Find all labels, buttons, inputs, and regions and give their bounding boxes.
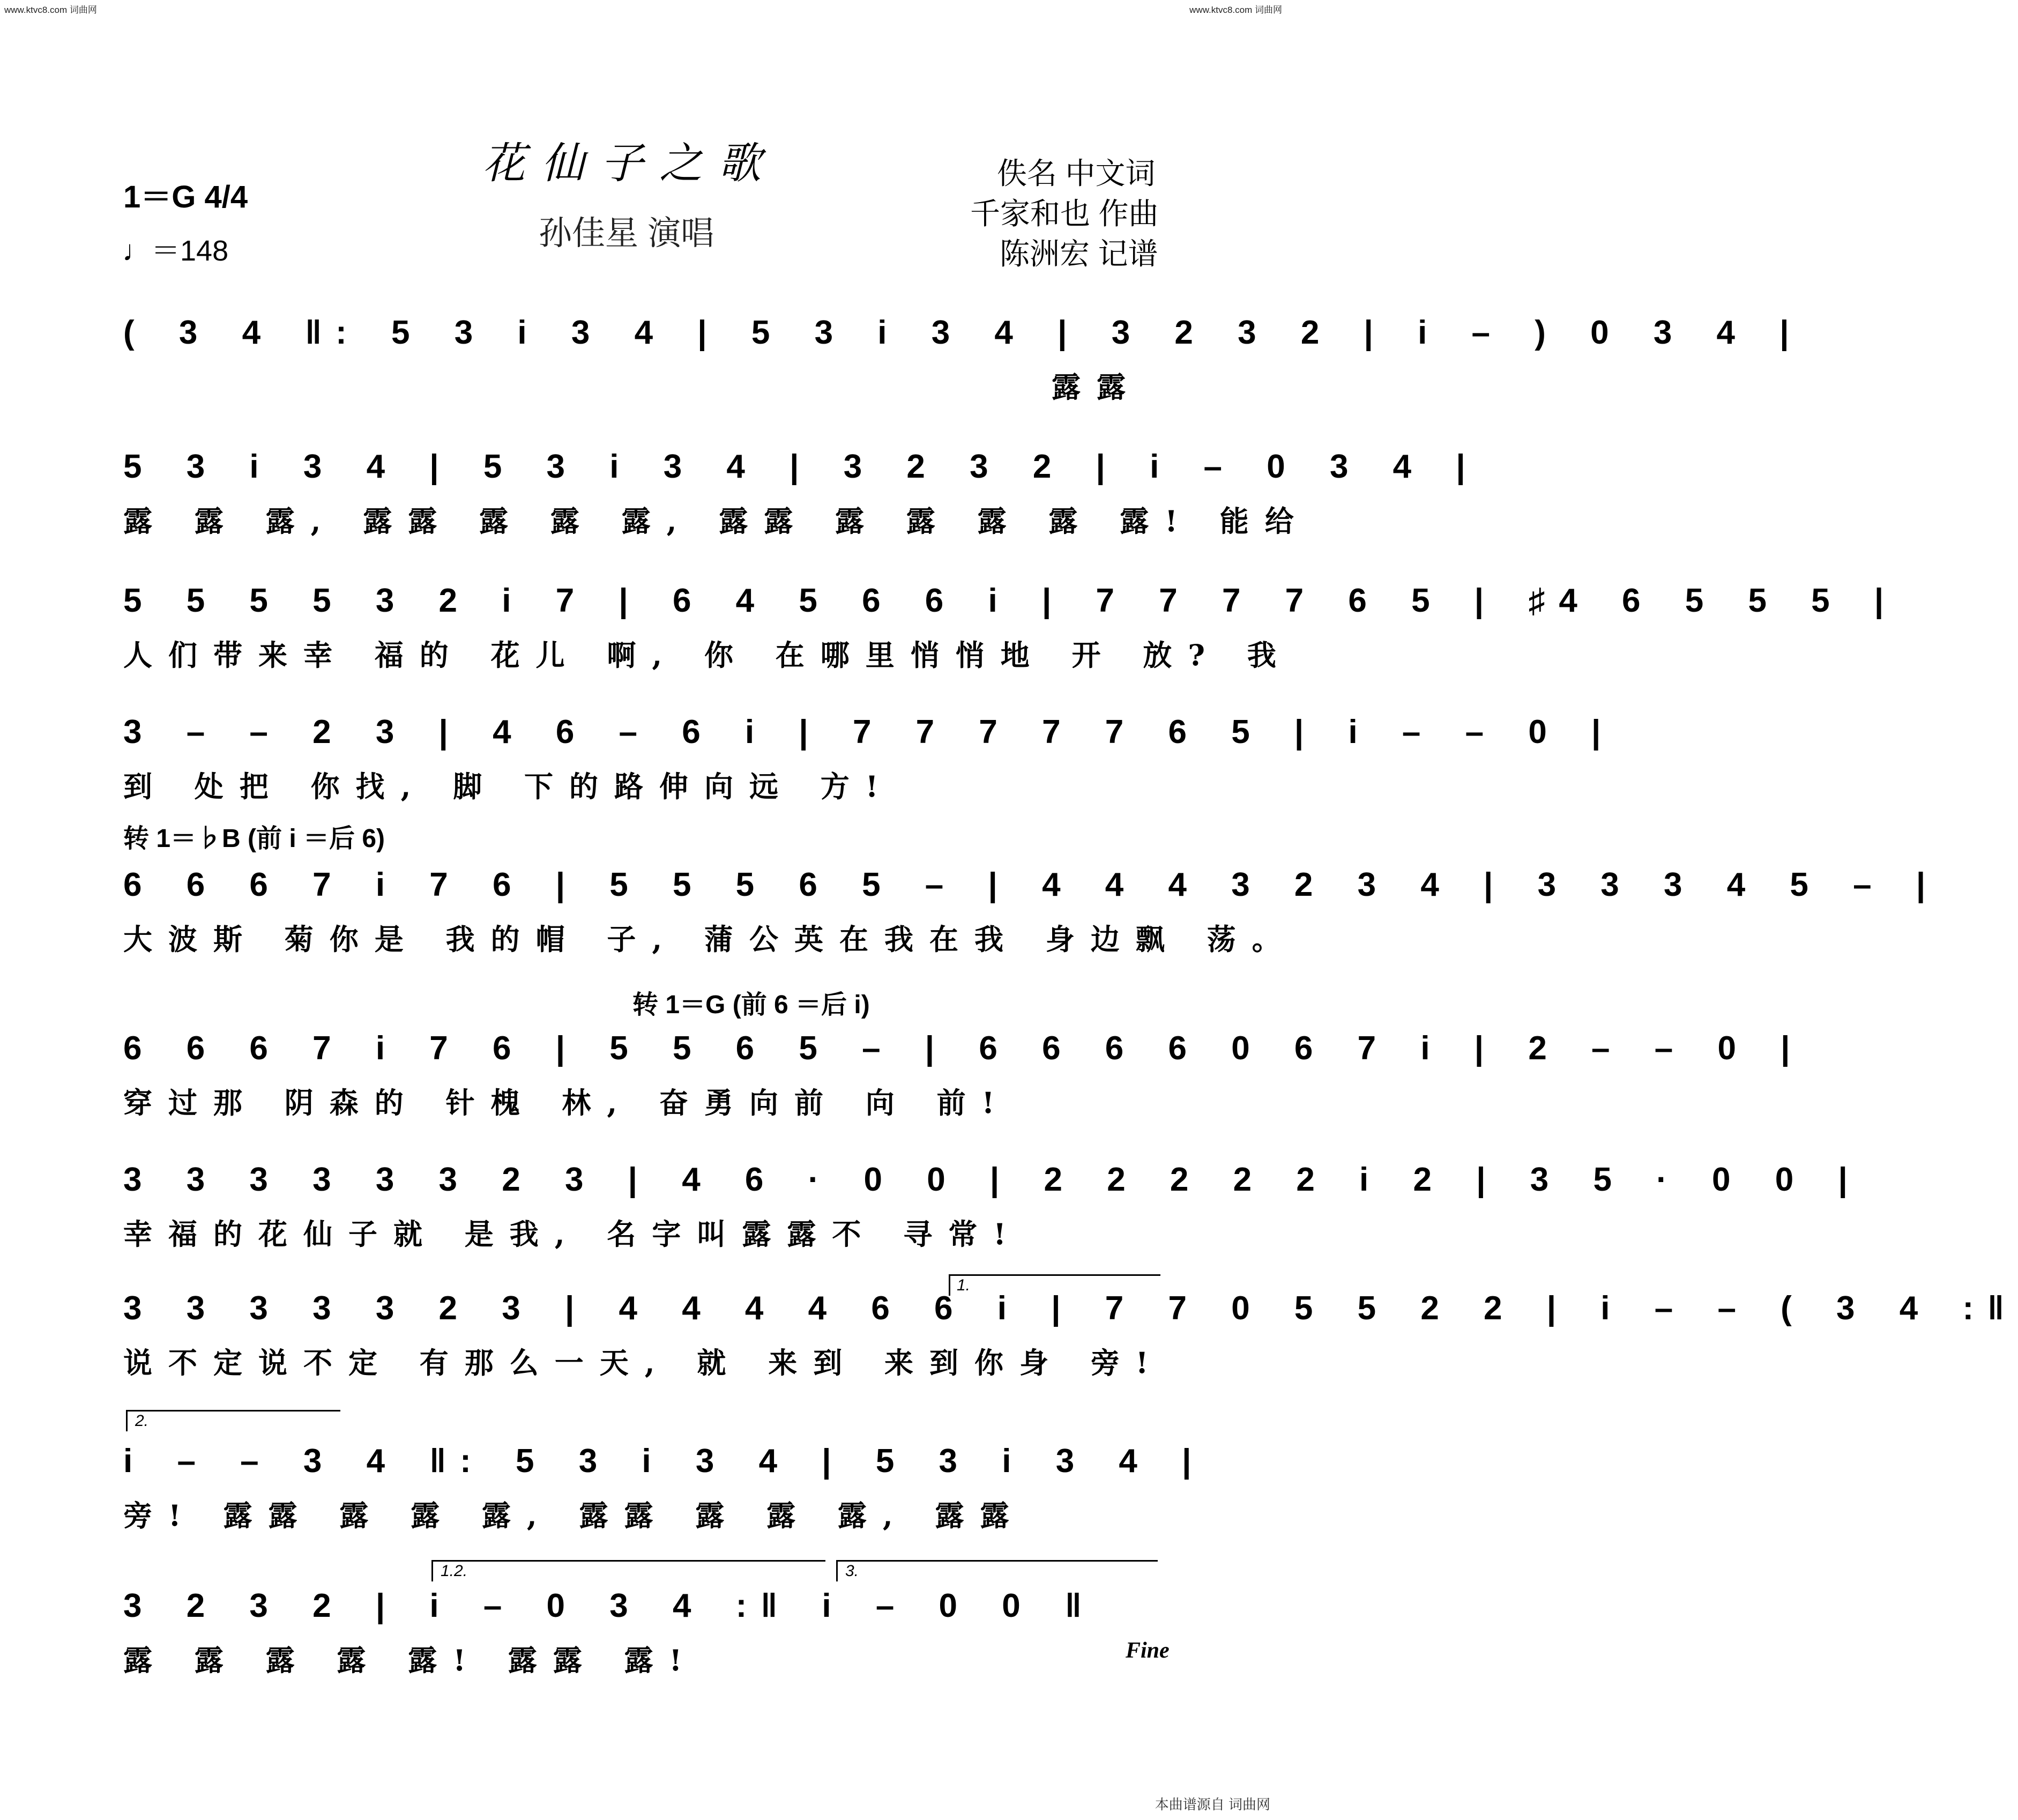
lyrics: 幸福的花仙子就 是我, 名字叫露露不 寻常! (123, 1217, 1022, 1251)
lyrics: 人们带来幸 福的 花儿 啊, 你 在哪里悄悄地 开 放? 我 (123, 638, 1292, 672)
lyricist-credit: 佚名 中文词 (997, 157, 1156, 190)
notation: i – – 3 4 ‖: 5 3 i 3 4 | 5 3 i 3 4 | (123, 1443, 1205, 1480)
lyrics: 说不定说不定 有那么一天, 就 来到 来到你身 旁! (123, 1346, 1165, 1380)
modulation-text: 转 1＝G (前 6 ＝后 i) (632, 991, 870, 1019)
notation: ( 3 4 ‖: 5 3 i 3 4 | 5 3 i 3 4 | 3 2 3 2 | i – ) 0 3 4 | (123, 314, 1803, 351)
transcriber-credit: 陈洲宏 记谱 (1000, 237, 1158, 271)
volta-bracket (836, 1560, 1158, 1562)
watermark-right: www.ktvc8.com 词曲网 (1189, 5, 1282, 15)
lyrics: 露露 (1052, 370, 1142, 404)
watermark-left: www.ktvc8.com 词曲网 (4, 5, 97, 15)
lyrics: 到 处把 你找, 脚 下的路伸向远 方! (123, 769, 895, 804)
notation: 5 3 i 3 4 | 5 3 i 3 4 | 3 2 3 2 | i – 0 3 4 | (123, 448, 1479, 485)
volta-bracket-edge (836, 1560, 838, 1581)
lyrics: 露 露 露, 露露 露 露 露, 露露 露 露 露 露 露! 能给 (123, 504, 1310, 538)
volta-number: 3. (845, 1562, 859, 1580)
volta-bracket (431, 1560, 825, 1562)
lyrics: 大波斯 菊你是 我的帽 子, 蒲公英在我在我 身边飘 荡。 (123, 922, 1297, 956)
notation: 5 5 5 5 3 2 i 7 | 6 4 5 6 6 i | 7 7 7 7 6 5 | ♯4 6 5 5 5 | (123, 582, 1898, 619)
song-title: 花仙子之歌 (482, 138, 777, 188)
volta-bracket-edge (431, 1560, 433, 1581)
modulation-text: 转 1＝♭B (前 i ＝后 6) (123, 824, 385, 853)
tempo-marking: ♩＝148 (122, 235, 229, 267)
volta-bracket-edge (126, 1410, 128, 1431)
fine-marking: Fine (1126, 1638, 1170, 1663)
notation: 3 3 3 3 3 2 3 | 4 4 4 4 6 6 i | 7 7 0 5 5 2 2 | i – – ( 3 4 :‖ (123, 1290, 2018, 1327)
notation: 3 3 3 3 3 3 2 3 | 4 6 · 0 0 | 2 2 2 2 2 i 2 | 3 5 · 0 0 | (123, 1161, 1861, 1198)
composer-credit: 千家和也 作曲 (970, 197, 1159, 231)
volta-number: 1. (957, 1276, 971, 1294)
key-signature: 1＝G 4/4 (123, 180, 248, 214)
volta-number: 1.2. (441, 1562, 468, 1580)
volta-bracket (949, 1274, 1160, 1276)
notation: 6 6 6 7 i 7 6 | 5 5 5 6 5 – | 4 4 4 3 2 3 4 | 3 3 3 4 5 – | (123, 866, 1940, 903)
notation: 3 – – 2 3 | 4 6 – 6 i | 7 7 7 7 7 6 5 | i – – 0 | (123, 714, 1615, 751)
lyrics: 穿过那 阴森的 针槐 林, 奋勇向前 向 前! (123, 1086, 1011, 1120)
notation: 6 6 6 7 i 7 6 | 5 5 6 5 – | 6 6 6 6 0 6 7 i | 2 – – 0 | (123, 1030, 1804, 1067)
volta-bracket (126, 1410, 340, 1412)
lyrics: 露 露 露 露 露! 露露 露! (123, 1643, 698, 1677)
volta-number: 2. (135, 1412, 149, 1430)
footer-source: 本曲谱源自 词曲网 (1155, 1796, 1270, 1812)
lyrics: 旁! 露露 露 露 露, 露露 露 露 露, 露露 (123, 1498, 1025, 1533)
notation: 3 2 3 2 | i – 0 3 4 :‖ i – 0 0 ‖ (123, 1587, 1096, 1624)
singer: 孙佳星 演唱 (539, 215, 714, 252)
